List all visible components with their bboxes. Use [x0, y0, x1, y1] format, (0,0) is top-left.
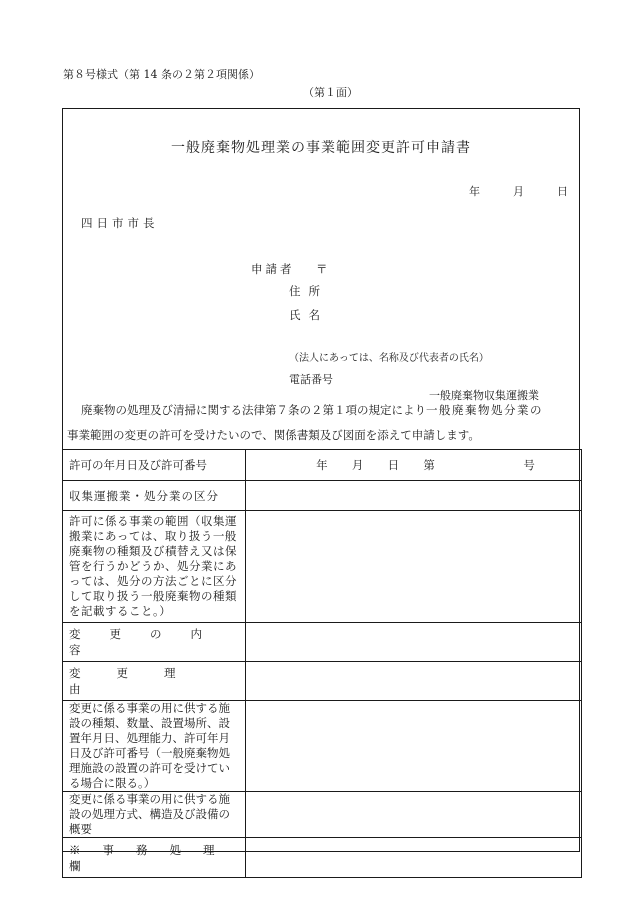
permit-date-number-field[interactable]: 年 月 日 第 号 — [246, 450, 582, 481]
phone-label: 電話番号 — [289, 373, 333, 386]
permit-date-number-label: 許可の年月日及び許可番号 — [69, 458, 207, 472]
table-row — [63, 838, 582, 878]
facility-overview-label: 変更に係る事業の用に供する施設の処理方式、構造及び設備の概要 — [63, 792, 246, 838]
table-row — [63, 450, 582, 481]
page-number: （第１面） — [303, 86, 358, 99]
business-category-label: 収集運搬業・処分業の区分 — [63, 481, 246, 511]
facility-overview-field[interactable] — [246, 792, 582, 838]
date-month-label: 月 — [513, 185, 524, 198]
change-reason-field[interactable] — [246, 662, 582, 701]
name-label: 氏名 — [289, 308, 328, 322]
postal-code-field[interactable]: 〒 — [316, 262, 328, 276]
table-row — [63, 792, 582, 838]
table-row — [63, 623, 582, 662]
facility-info-field[interactable] — [246, 701, 582, 792]
table-row — [63, 701, 582, 792]
application-details-table — [62, 449, 582, 878]
table-row — [63, 481, 582, 511]
office-use-label: ※事務処理欄 — [63, 838, 246, 878]
change-reason-label: 変更理由 — [63, 662, 246, 701]
change-content-label: 変更の内容 — [63, 623, 246, 662]
business-scope-field[interactable] — [246, 511, 582, 623]
business-scope-label: 許可に係る事業の範囲（収集運搬業にあっては、取り扱う一般廃棄物の種類及び積替え又は保管を行うかどうか、処分業にあっては、処分の方法ごとに区分して取り扱う一般廃棄物の種類を記載すること。） — [63, 511, 246, 623]
change-content-field[interactable] — [246, 623, 582, 662]
form-title: 一般廃棄物処理業の事業範囲変更許可申請書 — [171, 140, 471, 156]
applicant-label: 申請者 — [251, 262, 295, 276]
table-row — [63, 662, 582, 701]
address-label: 住所 — [289, 284, 328, 298]
application-date[interactable] — [469, 183, 568, 199]
office-use-field — [246, 838, 582, 878]
business-category-field[interactable] — [246, 481, 582, 511]
addressee: 四日市市長 — [81, 216, 159, 230]
application-form — [62, 108, 580, 873]
application-statement-line2: 事業範囲の変更の許可を受けたいので、関係書類及び図面を添えて申請します。 — [67, 428, 480, 442]
corporate-note: （法人にあっては、名称及び代表者の氏名） — [289, 353, 489, 364]
application-statement-line1: 廃棄物の処理及び清掃に関する法律第７条の２第１項の規定により一般廃棄物処分業の — [81, 403, 542, 417]
date-year-label: 年 — [469, 185, 480, 198]
business-option-collection[interactable]: 一般廃棄物収集運搬業 — [429, 389, 539, 402]
date-day-label: 日 — [557, 185, 568, 198]
facility-info-label: 変更に係る事業の用に供する施設の種類、数量、設置場所、設置年月日、処理能力、許可年月日及び許可番号（一般廃棄物処理施設の設置の許可を受けている場合に限る。） — [63, 701, 246, 792]
form-number: 第８号様式（第 14 条の２第２項関係） — [63, 68, 260, 81]
table-row — [63, 511, 582, 623]
business-option-disposal[interactable]: 一般廃棄物処分業 — [426, 403, 530, 417]
